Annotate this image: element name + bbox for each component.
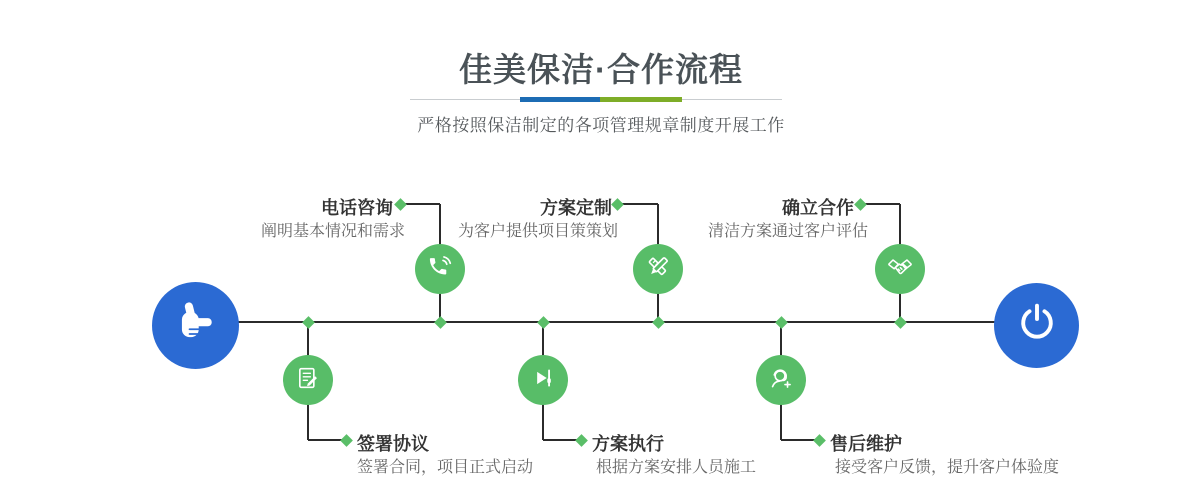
label-bullet-diamond (575, 434, 588, 447)
page-title: 佳美保洁·合作流程 (459, 51, 743, 88)
step-title-sign: 签署协议 (357, 434, 429, 454)
label-bullet-diamond (340, 434, 353, 447)
step-desc-phone: 阐明基本情况和需求 (261, 223, 406, 240)
step-desc-cooperate: 清洁方案通过客户评估 (708, 223, 869, 240)
step-title-phone: 电话咨询 (321, 198, 393, 218)
step-desc-sign: 签署合同，项目正式启动 (357, 459, 534, 476)
timeline-node-diamond (652, 316, 665, 329)
pencil-ruler-icon (644, 253, 672, 286)
timeline-node-diamond (434, 316, 447, 329)
step-circle-sign (283, 355, 333, 405)
step-desc-execute: 根据方案安排人员施工 (596, 459, 757, 476)
timeline-end-circle (994, 283, 1079, 368)
step-circle-handshake (875, 244, 925, 294)
title-divider (410, 97, 782, 103)
timeline-line (238, 321, 996, 323)
power-icon (1014, 300, 1060, 351)
label-bullet-diamond (611, 198, 624, 211)
label-bullet-diamond (813, 434, 826, 447)
step-title-aftersale: 售后维护 (830, 434, 902, 454)
divider-blue-segment (520, 97, 600, 102)
page-subtitle: 严格按照保洁制定的各项管理规章制度开展工作 (417, 116, 785, 135)
signed-document-icon (294, 364, 322, 397)
step-desc-aftersale: 接受客户反馈，提升客户体验度 (835, 459, 1060, 476)
step-circle-phone (415, 244, 465, 294)
step-circle-execute (518, 355, 568, 405)
play-execute-icon (529, 364, 557, 397)
divider-green-segment (600, 97, 682, 102)
step-title-execute: 方案执行 (592, 434, 664, 454)
step-circle-support (756, 355, 806, 405)
timeline-node-diamond (537, 316, 550, 329)
pointing-hand-icon (170, 297, 222, 354)
step-circle-design (633, 244, 683, 294)
handshake-icon (886, 253, 914, 286)
label-bullet-diamond (854, 198, 867, 211)
customer-service-icon (767, 364, 795, 397)
phone-call-icon (426, 253, 454, 286)
timeline-node-diamond (775, 316, 788, 329)
step-title-design: 方案定制 (540, 198, 612, 218)
timeline-start-circle (152, 282, 239, 369)
step-title-cooperate: 确立合作 (782, 198, 854, 218)
step-desc-design: 为客户提供项目策策划 (458, 223, 619, 240)
timeline-node-diamond (894, 316, 907, 329)
label-bullet-diamond (394, 198, 407, 211)
timeline-node-diamond (302, 316, 315, 329)
